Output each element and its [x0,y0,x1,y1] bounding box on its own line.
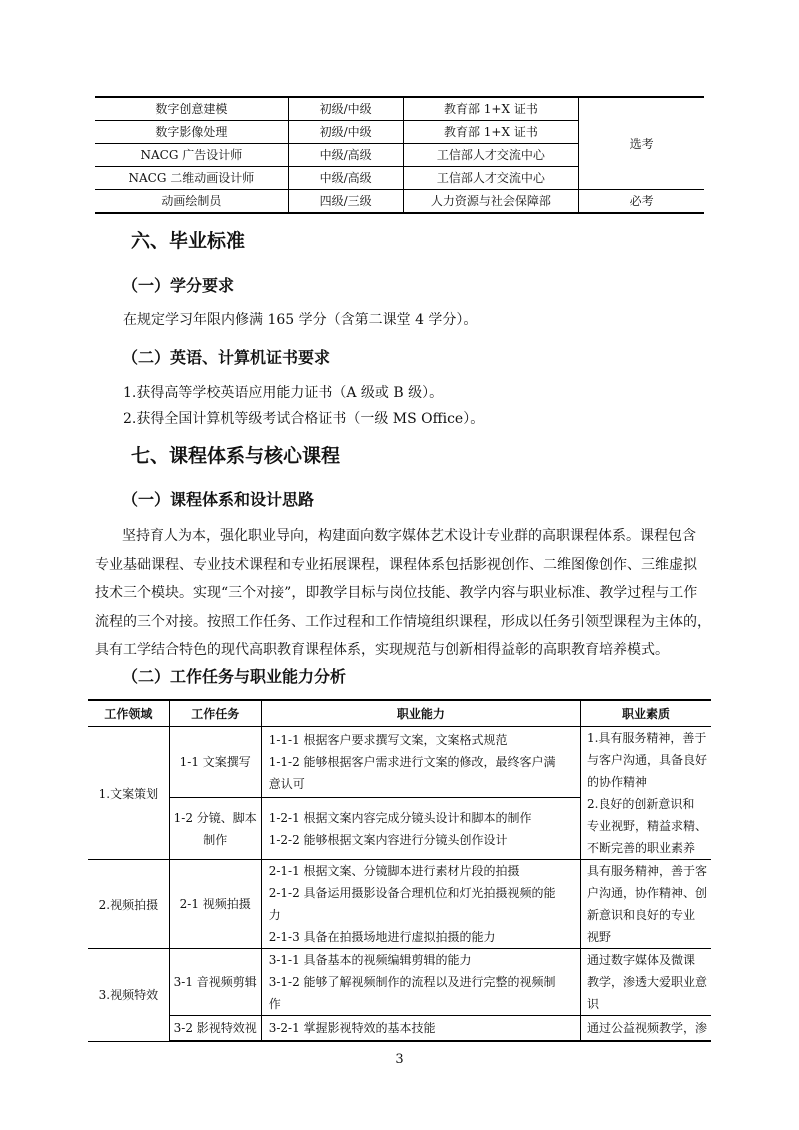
quality-line: 专业视野，精益求精、 [586,819,707,833]
ability-line: 1-1-2 能够根据客户需求进行文案的修改，最终客户满 [268,755,556,770]
ability-line: 力 [268,908,281,922]
quality-cell [580,1016,711,1042]
ability-line: 作 [268,997,281,1011]
ability-line: 1-2-2 能够根据文案内容进行分镜头创作设计 [268,832,508,847]
work-task: 3-1 音视频剪辑 [169,949,261,1016]
ability-line: 1-1-1 根据客户要求撰写文案，文案格式规范 [268,733,508,748]
quality-line: 通过公益视频教学，渗 [586,1021,707,1035]
ability-line: 2-1-1 根据文案、分镜脚本进行素材片段的拍摄 [268,864,520,878]
subheading-certificates: （二）英语、计算机证书要求 [122,348,331,367]
section-heading-curriculum: 七、课程体系与核心课程 [131,445,341,467]
cert-level: 初级/中级 [288,121,403,144]
cert-name: 数字影像处理 [95,121,288,144]
ability-cell [261,949,580,1016]
table-row [95,97,704,121]
work-domain: 1.文案策划 [88,727,169,860]
quality-line: 新意识和良好的专业 [586,908,695,922]
cert-issuer: 工信部人才交流中心 [403,144,579,167]
work-task: 3-2 影视特效视 [169,1016,261,1042]
ability-line: 3-1-2 能够了解视频制作的流程以及进行完整的视频制 [268,975,556,989]
cert-name: 动画绘制员 [95,190,288,214]
work-task: 1-1 文案撰写 [169,727,261,798]
cert-name: 数字创意建模 [95,97,288,121]
quality-line: 视野 [586,930,611,944]
ability-line: 意认可 [268,777,305,792]
task-line: 1-2 分镜、脚本 [173,810,257,825]
table-header-row [88,700,711,727]
paragraph-line: 具有工学结合特色的现代高职教育课程体系，实现规范与创新相得益彰的高职教育培养模式。 [95,642,669,659]
ability-cell [261,860,580,949]
work-task: 2-1 视频拍摄 [169,860,261,949]
ability-cell [261,798,580,860]
certificate-item: 1.获得高等学校英语应用能力证书（A 级或 B 级）。 [123,385,444,401]
ability-cell [261,727,580,798]
column-header: 工作任务 [169,700,261,727]
section-heading-graduation: 六、毕业标准 [131,230,246,252]
table-row [88,1016,711,1042]
paragraph-line: 专业基础课程、专业技术课程和专业拓展课程，课程体系包括影视创作、二维图像创作、三维虚拟 [95,556,697,573]
quality-cell [580,727,711,860]
cert-issuer: 人力资源与社会保障部 [403,190,579,214]
work-task [169,798,261,860]
ability-line: 2-1-3 具备在拍摄场地进行虚拟拍摄的能力 [268,930,496,944]
quality-line: 具有服务精神，善于客 [586,864,707,878]
quality-line: 2.良好的创新意识和 [586,797,695,811]
paragraph-line: 技术三个模块。实现“三个对接”，即教学目标与岗位技能、教学内容与职业标准、教学过程与工作 [95,585,698,602]
quality-line: 教学，渗透大爱职业意 [586,975,707,989]
cert-issuer: 工信部人才交流中心 [403,167,579,190]
work-task-table [88,699,711,1042]
cert-level: 初级/中级 [288,97,403,121]
column-header: 职业素质 [580,700,711,727]
subheading-credits: （一）学分要求 [122,276,235,295]
quality-line: 识 [586,997,599,1011]
column-header: 职业能力 [261,700,580,727]
cert-name: NACG 二维动画设计师 [95,167,288,190]
quality-line: 通过数字媒体及微课 [586,953,695,967]
cert-level: 四级/三级 [288,190,403,214]
ability-line: 2-1-2 具备运用摄影设备合理机位和灯光拍摄视频的能 [268,886,556,900]
cert-issuer: 教育部 1+X 证书 [403,121,579,144]
column-header: 工作领域 [88,700,169,727]
ability-line: 1-2-1 根据文案内容完成分镜头设计和脚本的制作 [268,810,532,825]
task-line: 制作 [203,832,228,847]
cert-type-optional: 选考 [579,97,704,190]
ability-cell [261,1016,580,1042]
certificate-item: 2.获得全国计算机等级考试合格证书（一级 MS Office）。 [123,411,485,427]
ability-line: 3-2-1 掌握影视特效的基本技能 [268,1021,436,1035]
quality-cell [580,949,711,1016]
work-domain: 2.视频拍摄 [88,860,169,949]
cert-issuer: 教育部 1+X 证书 [403,97,579,121]
table-row [95,190,704,214]
paragraph-line: 流程的三个对接。按照工作任务、工作过程和工作情境组织课程，形成以任务引领型课程为主体的， [95,613,711,630]
page-number: 3 [395,1052,404,1067]
work-domain: 3.视频特效 [88,949,169,1042]
subheading-task-analysis: （二）工作任务与职业能力分析 [122,667,347,686]
quality-cell [580,860,711,949]
subheading-course-system: （一）课程体系和设计思路 [122,490,315,509]
course-system-paragraph [95,522,711,665]
cert-name: NACG 广告设计师 [95,144,288,167]
quality-line: 户沟通，协作精神、创 [586,886,707,900]
quality-line: 1.具有服务精神，善于 [586,731,707,745]
paragraph-line: 坚持育人为本，强化职业导向，构建面向数字媒体艺术设计专业群的高职课程体系。课程包含 [122,528,696,544]
cert-level: 中级/高级 [288,167,403,190]
quality-line: 不断完善的职业素养 [586,841,695,855]
cert-type-required: 必考 [579,190,704,214]
quality-line: 与客户沟通，具备良好 [586,753,707,767]
table-row [88,860,711,949]
credits-text: 在规定学习年限内修满 165 学分（含第二课堂 4 学分）。 [123,312,478,328]
quality-line: 的协作精神 [586,775,647,789]
table-row [88,727,711,798]
certificate-table [95,96,704,214]
cert-level: 中级/高级 [288,144,403,167]
ability-line: 3-1-1 具备基本的视频编辑剪辑的能力 [268,953,472,967]
table-row [88,949,711,1016]
